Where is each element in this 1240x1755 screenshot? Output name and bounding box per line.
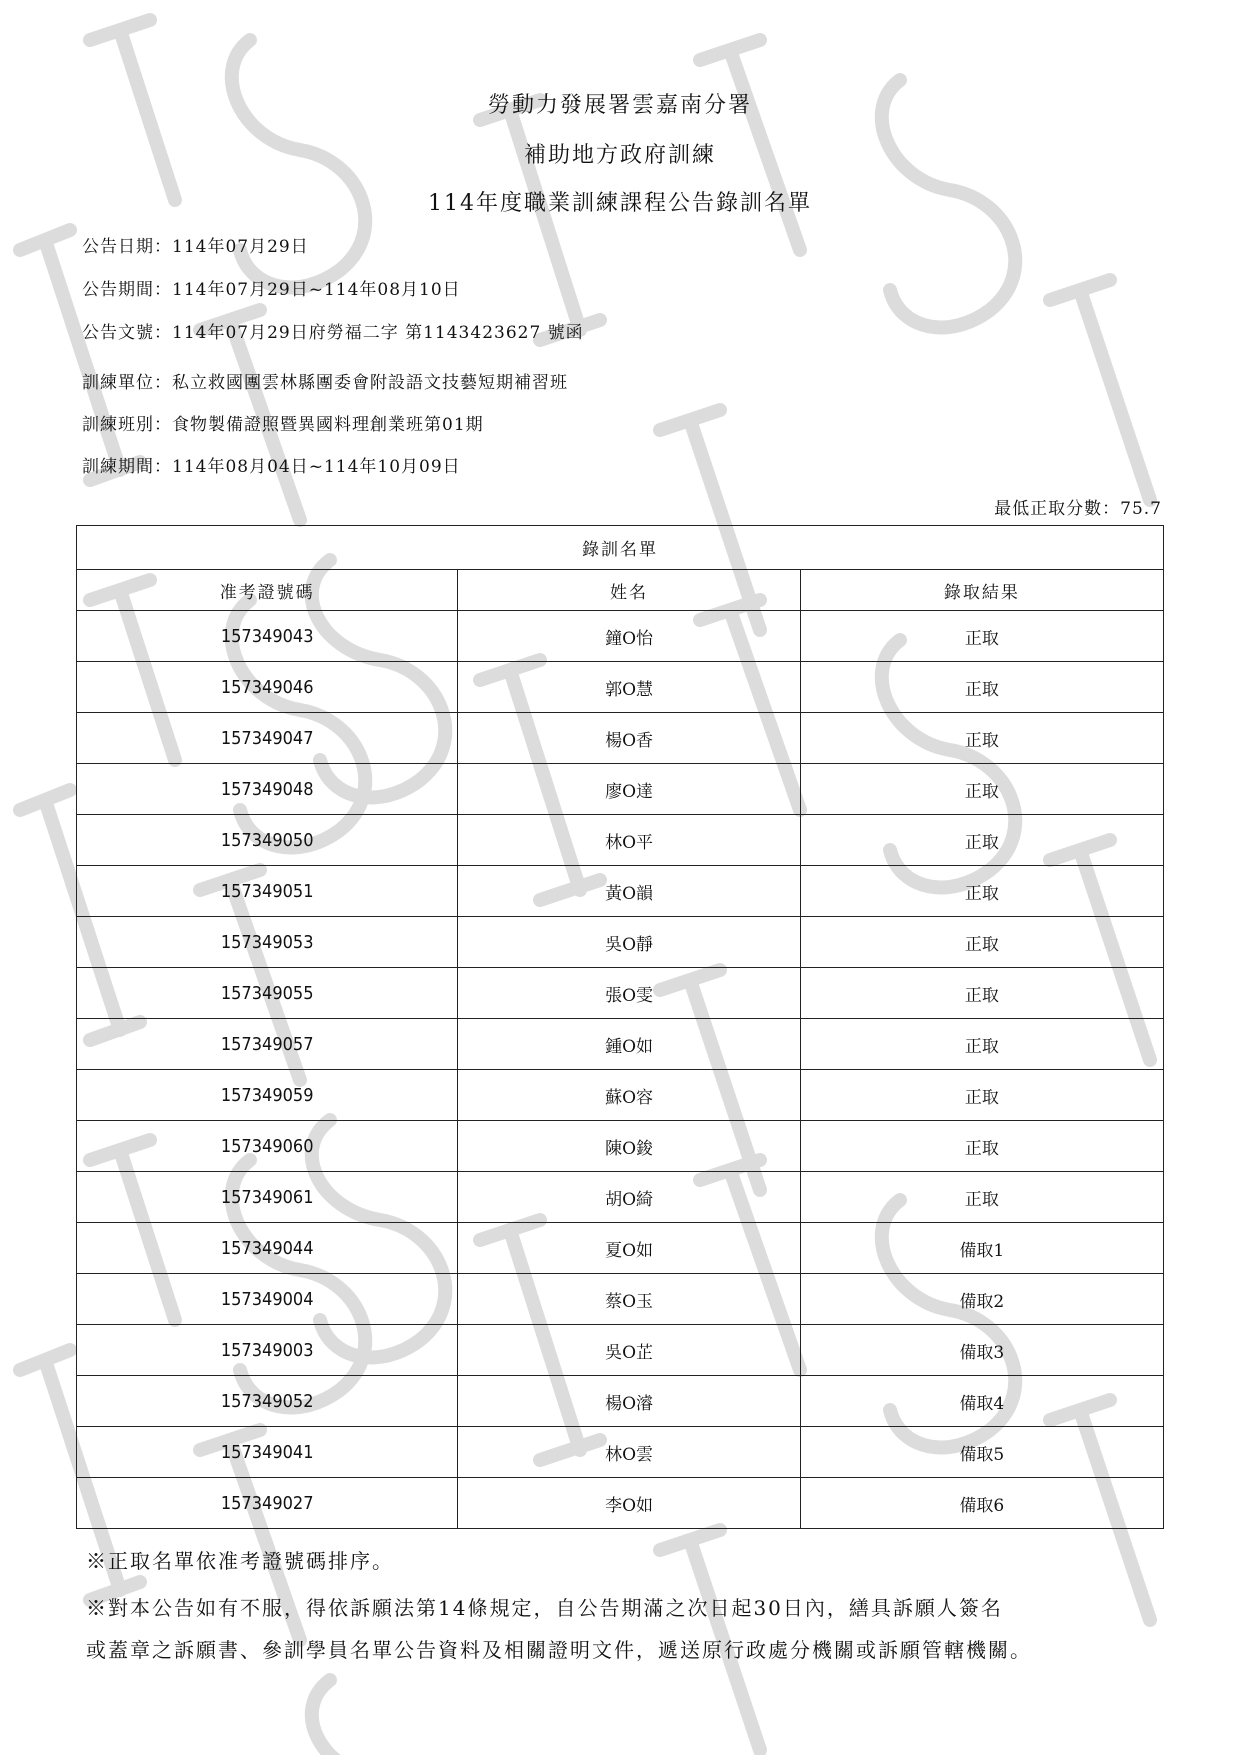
cell-exam-id: 157349041 bbox=[77, 1427, 458, 1478]
cell-exam-id: 157349060 bbox=[77, 1121, 458, 1172]
cell-exam-id: 157349003 bbox=[77, 1325, 458, 1376]
cell-result: 備取3 bbox=[800, 1325, 1163, 1376]
document-title: 114年度職業訓練課程公告錄訓名單 bbox=[428, 191, 812, 216]
cell-result: 正取 bbox=[800, 1019, 1163, 1070]
cell-result: 備取5 bbox=[800, 1427, 1163, 1478]
cell-name: 吳O靜 bbox=[458, 917, 800, 968]
table-row bbox=[77, 968, 1164, 1019]
cell-name: 蘇O容 bbox=[458, 1070, 800, 1121]
table-row bbox=[77, 662, 1164, 713]
cell-name: 胡O綺 bbox=[458, 1172, 800, 1223]
cell-name: 蔡O玉 bbox=[458, 1274, 800, 1325]
cell-exam-id: 157349044 bbox=[77, 1223, 458, 1274]
column-header-result: 錄取結果 bbox=[800, 570, 1163, 611]
note-appeal-line2: 或蓋章之訴願書、參訓學員名單公告資料及相關證明文件，遞送原行政處分機關或訴願管轄機關。 bbox=[86, 1638, 1032, 1662]
program-subtitle: 補助地方政府訓練 bbox=[523, 143, 716, 168]
table-row bbox=[77, 1376, 1164, 1427]
column-header-exam-id: 准考證號碼 bbox=[77, 570, 458, 611]
cell-name: 廖O達 bbox=[458, 764, 800, 815]
admission-table bbox=[76, 525, 1164, 1529]
table-row bbox=[77, 1019, 1164, 1070]
table-row bbox=[77, 1070, 1164, 1121]
column-header-name: 姓名 bbox=[458, 570, 800, 611]
table-row bbox=[77, 1121, 1164, 1172]
table-row bbox=[77, 917, 1164, 968]
cell-result: 正取 bbox=[800, 662, 1163, 713]
table-row bbox=[77, 713, 1164, 764]
cell-name: 李O如 bbox=[458, 1478, 800, 1529]
cell-exam-id: 157349051 bbox=[77, 866, 458, 917]
table-row bbox=[77, 1274, 1164, 1325]
cell-exam-id: 157349059 bbox=[77, 1070, 458, 1121]
cell-exam-id: 157349027 bbox=[77, 1478, 458, 1529]
cell-name: 黃O韻 bbox=[458, 866, 800, 917]
cell-exam-id: 157349061 bbox=[77, 1172, 458, 1223]
table-row bbox=[77, 866, 1164, 917]
training-period: 訓練期間：114年08月04日~114年10月09日 bbox=[82, 457, 461, 477]
table-row bbox=[77, 1325, 1164, 1376]
cell-exam-id: 157349053 bbox=[77, 917, 458, 968]
cell-name: 鍾O如 bbox=[458, 1019, 800, 1070]
announce-date: 公告日期：114年07月29日 bbox=[82, 237, 309, 257]
cell-name: 楊O濬 bbox=[458, 1376, 800, 1427]
cell-name: 陳O鋑 bbox=[458, 1121, 800, 1172]
cell-name: 鐘O怡 bbox=[458, 611, 800, 662]
cell-result: 正取 bbox=[800, 1121, 1163, 1172]
doc-number: 公告文號：114年07月29日府勞福二字 第1143423627 號函 bbox=[82, 323, 584, 343]
cell-exam-id: 157349048 bbox=[77, 764, 458, 815]
cell-result: 正取 bbox=[800, 713, 1163, 764]
cell-result: 正取 bbox=[800, 1070, 1163, 1121]
note-appeal-line1: ※對本公告如有不服，得依訴願法第14條規定，自公告期滿之次日起30日內，繕具訴願人簽名 bbox=[86, 1596, 1003, 1620]
cell-result: 正取 bbox=[800, 917, 1163, 968]
table-row bbox=[77, 1478, 1164, 1529]
cell-result: 備取6 bbox=[800, 1478, 1163, 1529]
cell-result: 正取 bbox=[800, 611, 1163, 662]
min-score: 最低正取分數：75.7 bbox=[994, 499, 1162, 519]
cell-exam-id: 157349057 bbox=[77, 1019, 458, 1070]
note-sorting: ※正取名單依准考證號碼排序。 bbox=[86, 1549, 394, 1573]
cell-name: 吳O芷 bbox=[458, 1325, 800, 1376]
table-caption: 錄訓名單 bbox=[77, 526, 1164, 570]
cell-result: 正取 bbox=[800, 1172, 1163, 1223]
cell-exam-id: 157349052 bbox=[77, 1376, 458, 1427]
table-row bbox=[77, 764, 1164, 815]
cell-name: 楊O香 bbox=[458, 713, 800, 764]
cell-result: 備取4 bbox=[800, 1376, 1163, 1427]
cell-exam-id: 157349050 bbox=[77, 815, 458, 866]
cell-result: 備取2 bbox=[800, 1274, 1163, 1325]
cell-result: 正取 bbox=[800, 968, 1163, 1019]
agency-title: 勞動力發展署雲嘉南分署 bbox=[487, 93, 752, 118]
cell-exam-id: 157349055 bbox=[77, 968, 458, 1019]
table-row bbox=[77, 611, 1164, 662]
table-row bbox=[77, 1427, 1164, 1478]
cell-name: 張O雯 bbox=[458, 968, 800, 1019]
table-row bbox=[77, 1172, 1164, 1223]
cell-result: 備取1 bbox=[800, 1223, 1163, 1274]
cell-exam-id: 157349004 bbox=[77, 1274, 458, 1325]
cell-exam-id: 157349047 bbox=[77, 713, 458, 764]
table-caption-row bbox=[77, 526, 1164, 570]
cell-name: 夏O如 bbox=[458, 1223, 800, 1274]
cell-name: 郭O慧 bbox=[458, 662, 800, 713]
table-row bbox=[77, 815, 1164, 866]
training-unit: 訓練單位：私立救國團雲林縣團委會附設語文技藝短期補習班 bbox=[82, 373, 568, 393]
cell-name: 林O雲 bbox=[458, 1427, 800, 1478]
announce-period: 公告期間：114年07月29日~114年08月10日 bbox=[82, 280, 461, 300]
cell-exam-id: 157349046 bbox=[77, 662, 458, 713]
table-header-row bbox=[77, 570, 1164, 611]
cell-name: 林O平 bbox=[458, 815, 800, 866]
cell-result: 正取 bbox=[800, 815, 1163, 866]
cell-result: 正取 bbox=[800, 866, 1163, 917]
table-row bbox=[77, 1223, 1164, 1274]
training-class: 訓練班別：食物製備證照暨異國料理創業班第01期 bbox=[82, 415, 484, 435]
cell-result: 正取 bbox=[800, 764, 1163, 815]
cell-exam-id: 157349043 bbox=[77, 611, 458, 662]
